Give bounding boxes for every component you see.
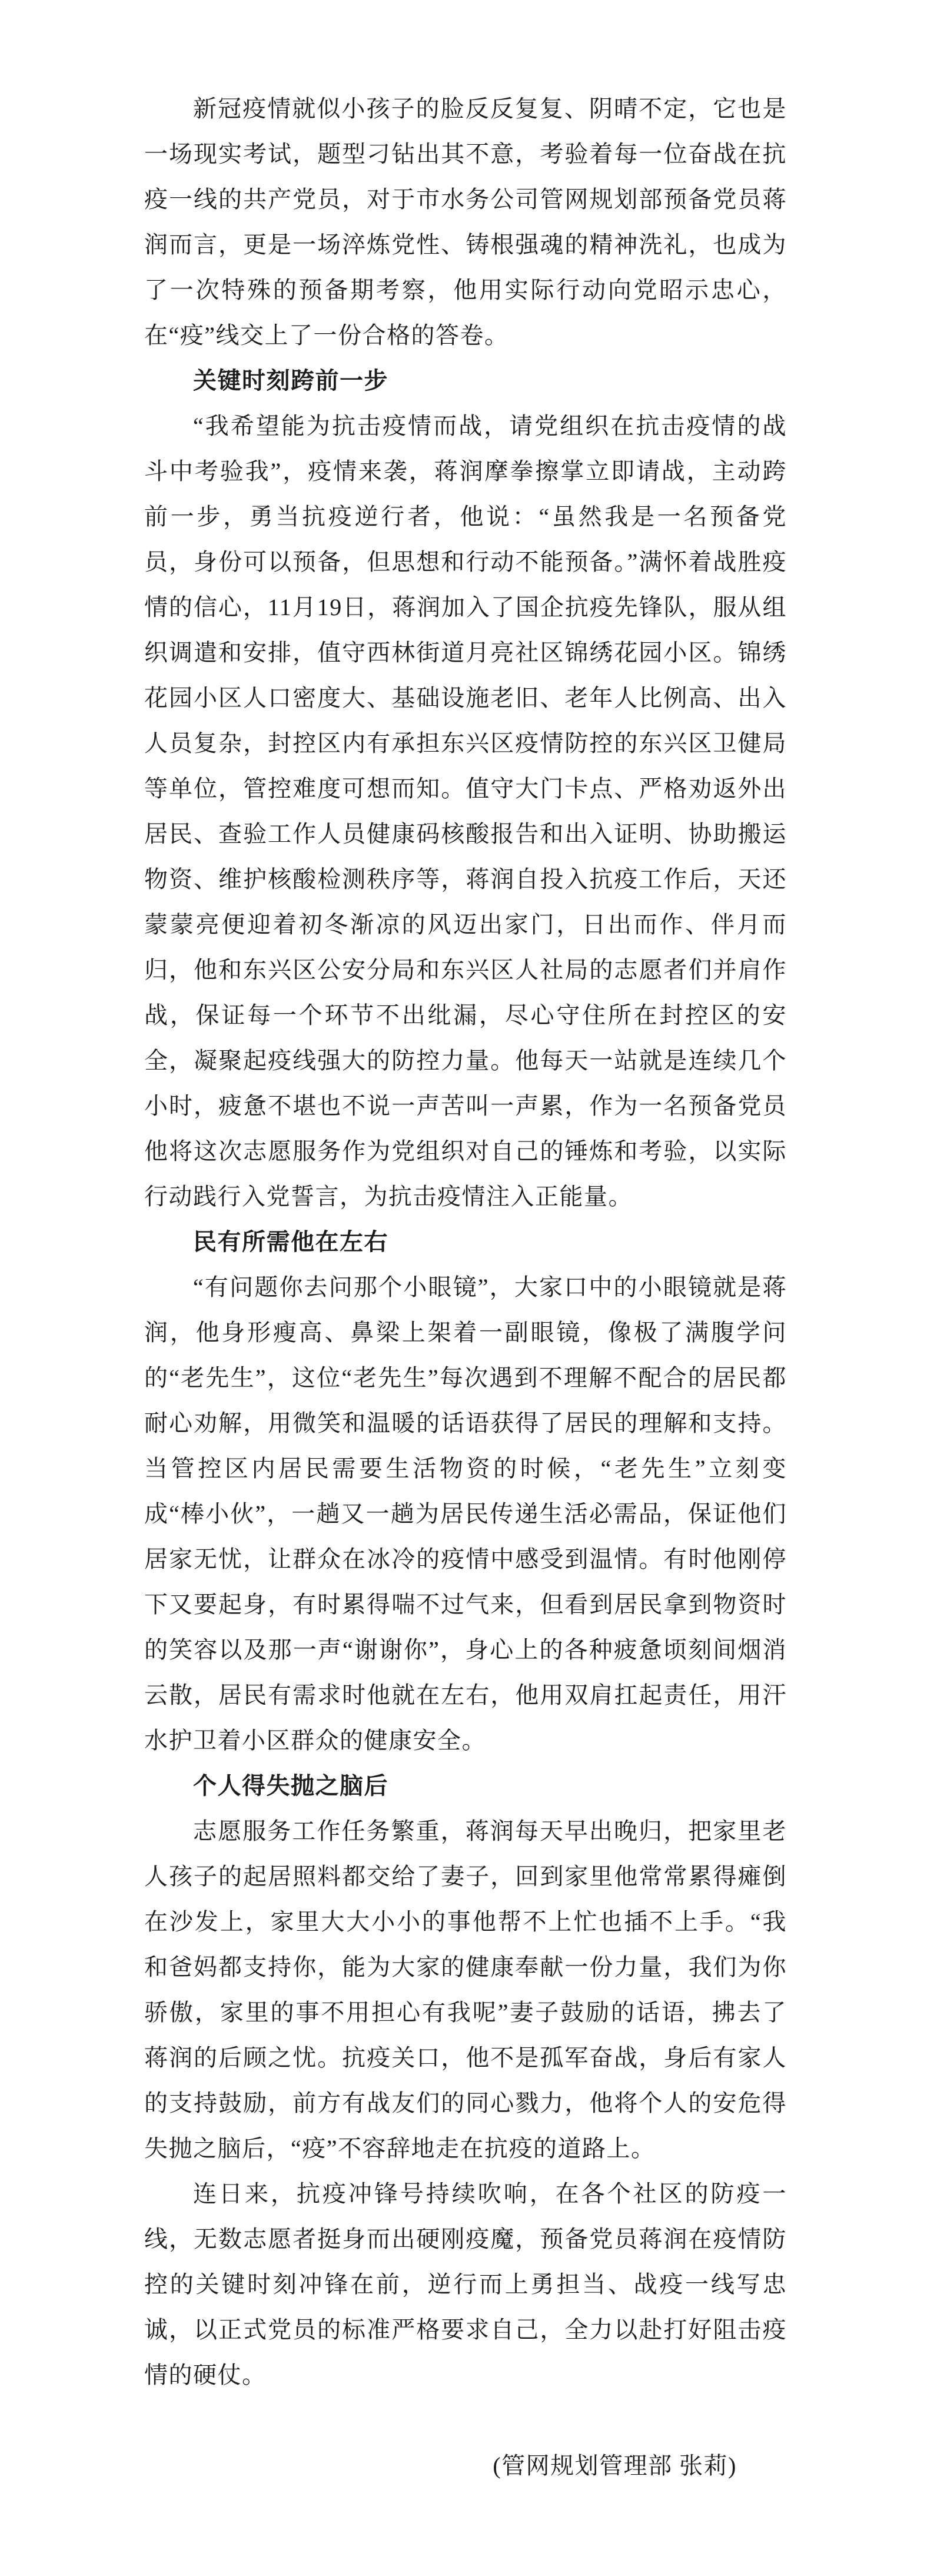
signature: (管网规划管理部 张莉)	[493, 2452, 737, 2479]
section-heading-3: 个人得失抛之脑后	[193, 1772, 388, 1799]
paragraph-section-1: “我希望能为抗击疫情而战，请党组织在抗击疫情的战斗中考验我”，疫情来袭，蒋润摩拳擦掌立即请战，主动跨前一步，勇当抗疫逆行者，他说：“虽然我是一名预备党员，身份可以预备，但思想和行动不能预备。”满怀着战胜疫情的信心，11月19日，蒋润加入了国企抗疫先锋队，服从组织调遣和安排，值守西林街道月亮社区锦绣花园小区。锦绣花园小区人口密度大、基础设施老旧、老年人比例高、出入人员复杂，封控区内有承担东兴区疫情防控的东兴区卫健局等单位，管控难度可想而知。值守大门卡点、严格劝返外出居民、查验工作人员健康码核酸报告和出入证明、协助搬运物资、维护核酸检测秩序等，蒋润自投入抗疫工作后，天还蒙蒙亮便迎着初冬渐凉的风迈出家门，日出而作、伴月而归，他和东兴区公安分局和东兴区人社局的志愿者们并肩作战，保证每一个环节不出纰漏，尽心守住所在封控区的安全，凝聚起疫线强大的防控力量。他每天一站就是连续几个小时，疲惫不堪也不说一声苦叫一声累，作为一名预备党员他将这次志愿服务作为党组织对自己的锤炼和考验，以实际行动践行入党誓言，为抗击疫情注入正能量。	[144, 413, 787, 1210]
paragraph-closing: 连日来，抗疫冲锋号持续吹响，在各个社区的防疫一线，无数志愿者挺身而出硬刚疫魔，预备党员蒋润在疫情防控的关键时刻冲锋在前，逆行而上勇担当、战疫一线写忠诚，以正式党员的标准严格要求自己，全力以赴打好阻击疫情的硬仗。	[144, 2180, 787, 2388]
paragraph-section-3: 志愿服务工作任务繁重，蒋润每天早出晚归，把家里老人孩子的起居照料都交给了妻子，回到家里他常常累得瘫倒在沙发上，家里大大小小的事他帮不上忙也插不上手。“我和爸妈都支持你，能为大家的健康奉献一份力量，我们为你骄傲，家里的事不用担心有我呢”妻子鼓励的话语，拂去了蒋润的后顾之忧。抗疫关口，他不是孤军奋战，身后有家人的支持鼓励，前方有战友们的同心戮力，他将个人的安危得失抛之脑后，“疫”不容辞地走在抗疫的道路上。	[144, 1818, 787, 2162]
paragraph-intro: 新冠疫情就似小孩子的脸反反复复、阴晴不定，它也是一场现实考试，题型刁钻出其不意，考验着每一位奋战在抗疫一线的共产党员，对于市水务公司管网规划部预备党员蒋润而言，更是一场淬炼党性、铸根强魂的精神洗礼，也成为了一次特殊的预备期考察，他用实际行动向党昭示忠心，在“疫”线交上了一份合格的答卷。	[144, 95, 787, 348]
section-heading-1: 关键时刻跨前一步	[193, 367, 388, 394]
paragraph-section-2: “有问题你去问那个小眼镜”，大家口中的小眼镜就是蒋润，他身形瘦高、鼻梁上架着一副眼镜，像极了满腹学问的“老先生”，这位“老先生”每次遇到不理解不配合的居民都耐心劝解，用微笑和温暖的话语获得了居民的理解和支持。当管控区内居民需要生活物资的时候，“老先生”立刻变成“棒小伙”，一趟又一趟为居民传递生活必需品，保证他们居家无忧，让群众在冰冷的疫情中感受到温情。有时他刚停下又要起身，有时累得喘不过气来，但看到居民拿到物资时的笑容以及那一声“谢谢你”，身心上的各种疲惫顷刻间烟消云散，居民有需求时他就在左右，他用双肩扛起责任，用汗水护卫着小区群众的健康安全。	[144, 1274, 787, 1754]
section-heading-2: 民有所需他在左右	[193, 1229, 388, 1255]
